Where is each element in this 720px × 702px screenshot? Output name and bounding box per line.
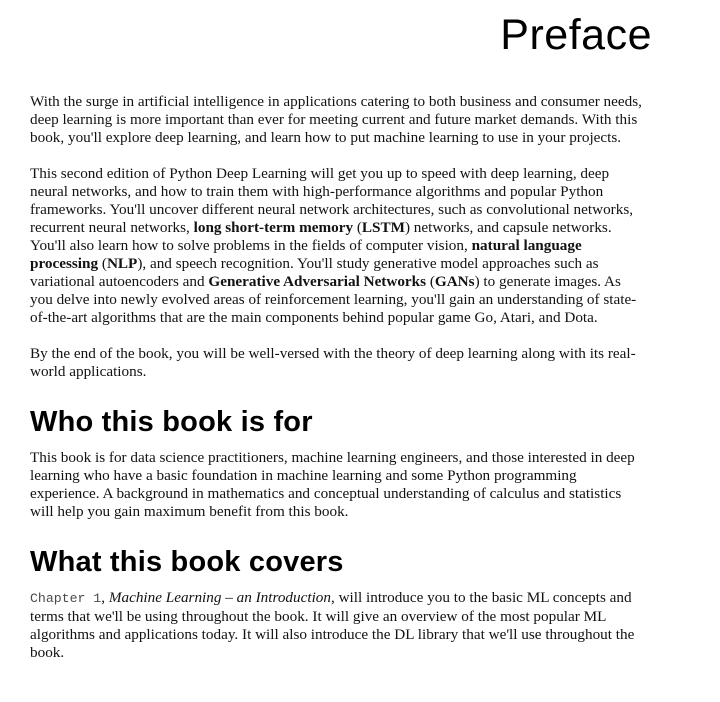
section-heading: Who this book is for [30, 406, 313, 438]
text-run: This book is for data science practitioners, machine learning engineers, and those interested in deep learning who have a basic foundation in machine learning and some Python programming experience. A background in mathematics and conceptual understanding of calculus and statistics will help you gain maximum benefit from this book. [30, 449, 635, 520]
body-paragraph [30, 345, 645, 381]
text-run: , [101, 589, 109, 606]
text-run: ) networks, and capsule networks. You'll also learn how to solve problems in the fields of computer vision, [30, 219, 612, 254]
bold-term: LSTM [361, 219, 405, 236]
body-paragraph [30, 93, 645, 147]
text-run: ( [98, 255, 107, 272]
body-paragraph [30, 589, 645, 662]
document-body [30, 93, 645, 662]
text-run: ( [353, 219, 362, 236]
text-run: ), and speech recognition. You'll study generative model approaches such as variational autoencoders and [30, 255, 599, 290]
text-run: ) to generate images. As you delve into newly evolved areas of reinforcement learning, you'll gain an understanding of state-of-the-art algorithms that are the main components behind popular game Go, Atari, and Dota. [30, 273, 637, 326]
bold-term: natural language processing [30, 237, 582, 272]
text-run: , will introduce you to the basic ML concepts and terms that we'll be using throughout the book. It will give an overview of the most popular ML algorithms and applications today. It will also introduce the DL library that we'll use throughout the book. [30, 589, 635, 661]
bold-term: Generative Adversarial Networks [208, 273, 427, 290]
body-paragraph [30, 449, 645, 521]
page-title: Preface [500, 11, 652, 59]
section-heading: What this book covers [30, 546, 344, 578]
bold-term: GANs [434, 273, 475, 290]
italic-title: Machine Learning – an Introduction [108, 589, 331, 606]
bold-term: long short-term memory [193, 219, 354, 236]
bold-term: NLP [106, 255, 138, 272]
text-run: This second edition of Python Deep Learning will get you up to speed with deep learning, deep neural networks, and how to train them with high-performance algorithms and popular Python frameworks. You'll uncover different neural network architectures, such as convolutional networks, recurrent neural networks, [30, 165, 634, 236]
chapter-ref: Chapter 1 [30, 591, 102, 606]
body-paragraph [30, 165, 645, 327]
text-run: By the end of the book, you will be well-versed with the theory of deep learning along with its real-world applications. [30, 345, 636, 380]
text-run: With the surge in artificial intelligence in applications catering to both business and consumer needs, deep learning is more important than ever for meeting current and future market demands. With this book, you'll explore deep learning, and learn how to put machine learning to use in your projects. [30, 93, 642, 146]
text-run: ( [426, 273, 435, 290]
